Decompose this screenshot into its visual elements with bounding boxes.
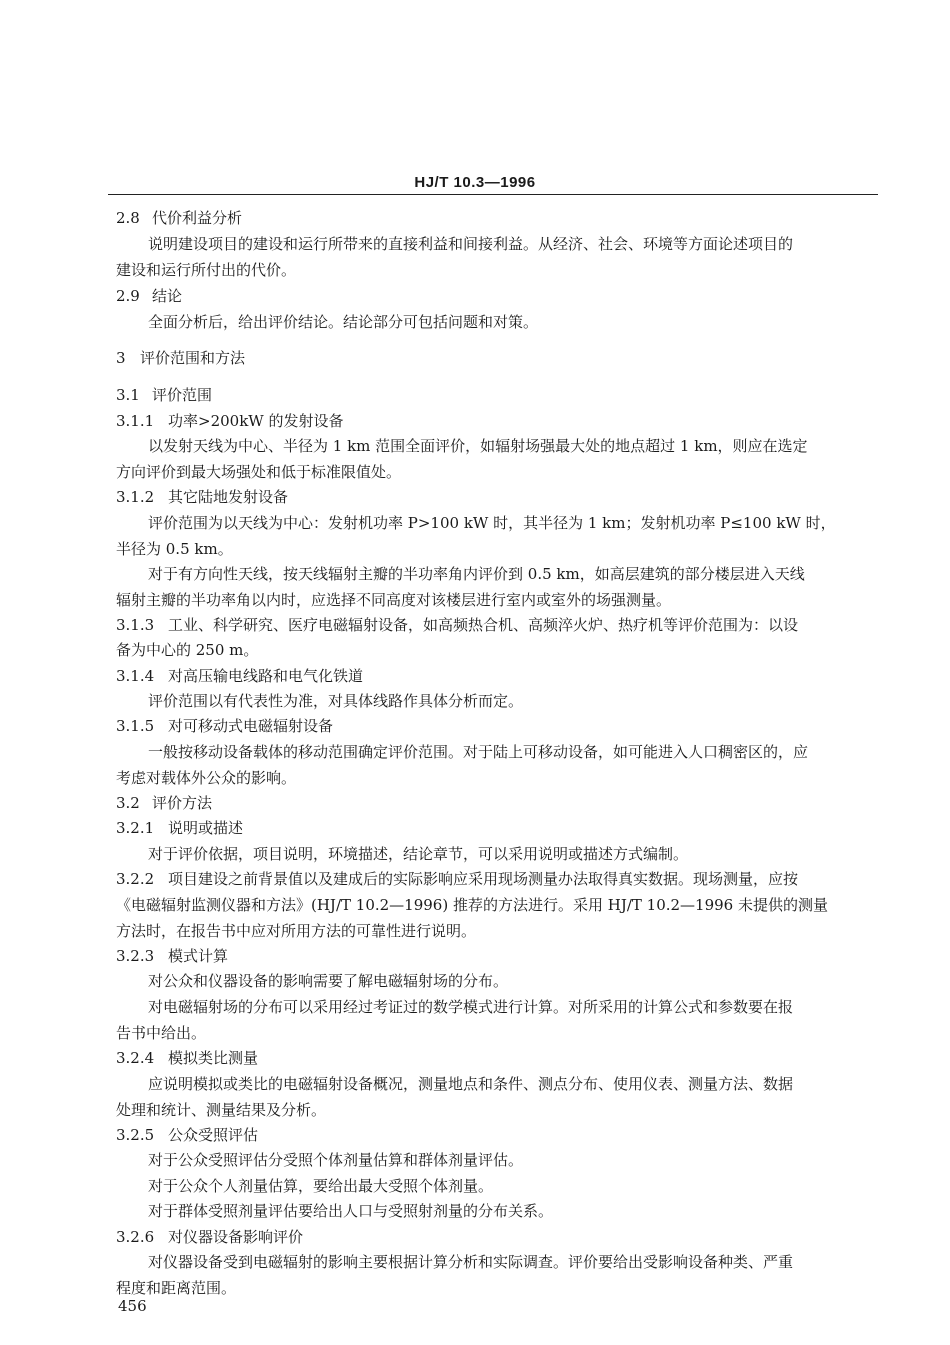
heading-3-2-6	[116, 1224, 303, 1250]
heading-3-2-4	[116, 1045, 258, 1071]
paragraph: 评价范围以有代表性为准，对具体线路作具体分析而定。	[148, 692, 524, 710]
section-text: 项目建设之前背景值以及建成后的实际影响应采用现场测量办法取得真实数据。现场测量，应按	[168, 870, 799, 888]
section-number: 3.1.5	[116, 717, 155, 735]
paragraph-continuation: 告书中给出。	[116, 1024, 207, 1042]
paragraph-continuation: 程度和距离范围。	[116, 1279, 237, 1297]
paragraph-continuation: 建设和运行所付出的代价。	[116, 261, 297, 279]
section-title: 代价利益分析	[152, 209, 243, 227]
section-number: 2.8	[116, 209, 140, 227]
section-title: 对可移动式电磁辐射设备	[168, 717, 334, 735]
section-title: 对高压输电线路和电气化铁道	[168, 667, 364, 685]
paragraph-continuation: 处理和统计、测量结果及分析。	[116, 1101, 327, 1119]
section-title: 其它陆地发射设备	[168, 488, 289, 506]
section-title: 评价范围	[152, 386, 213, 404]
section-number: 3.2.5	[116, 1126, 155, 1144]
section-number: 3.1	[116, 386, 140, 404]
heading-3-2-1	[116, 815, 243, 841]
paragraph-continuation: 考虑对载体外公众的影响。	[116, 769, 297, 787]
section-title: 公众受照评估	[168, 1126, 259, 1144]
section-title: 对仪器设备影响评价	[168, 1228, 304, 1246]
section-number: 3.1.2	[116, 488, 155, 506]
heading-3-2-5	[116, 1122, 258, 1148]
section-number: 3	[116, 349, 126, 367]
paragraph: 对公众和仪器设备的影响需要了解电磁辐射场的分布。	[148, 972, 509, 990]
heading-3-2	[116, 790, 212, 816]
paragraph: 一般按移动设备载体的移动范围确定评价范围。对于陆上可移动设备，如可能进入人口稠密区的，应	[148, 743, 809, 761]
paragraph: 说明建设项目的建设和运行所带来的直接利益和间接利益。从经济、社会、环境等方面论述项目的	[148, 235, 794, 253]
section-number: 3.2.4	[116, 1049, 155, 1067]
heading-3-1-5	[116, 713, 333, 739]
heading-2-9	[116, 283, 182, 309]
paragraph: 对仪器设备受到电磁辐射的影响主要根据计算分析和实际调查。评价要给出受影响设备种类、严重	[148, 1253, 794, 1271]
paragraph: 应说明模拟或类比的电磁辐射设备概况，测量地点和条件、测点分布、使用仪表、测量方法、数据	[148, 1075, 794, 1093]
heading-2-8	[116, 205, 242, 231]
section-title: 功率>200kW 的发射设备	[168, 412, 344, 430]
paragraph: 对于公众受照评估分受照个体剂量估算和群体剂量评估。	[148, 1151, 524, 1169]
heading-3-1	[116, 382, 212, 408]
section-number: 3.1.1	[116, 412, 155, 430]
paragraph: 以发射天线为中心、半径为 1 km 范围全面评价，如辐射场强最大处的地点超过 1 km，则应在选定	[148, 437, 808, 455]
heading-3-2-3	[116, 943, 228, 969]
paragraph: 对于群体受照剂量评估要给出人口与受照射剂量的分布关系。	[148, 1202, 554, 1220]
section-title: 模拟类比测量	[168, 1049, 259, 1067]
paragraph: 评价范围为以天线为中心：发射机功率 P>100 kW 时，其半径为 1 km；发射机功率 P≤100 kW 时，	[148, 514, 836, 532]
paragraph: 对电磁辐射场的分布可以采用经过考证过的数学模式进行计算。对所采用的计算公式和参数要在报	[148, 998, 794, 1016]
section-number: 2.9	[116, 287, 140, 305]
paragraph: 全面分析后，给出评价结论。结论部分可包括问题和对策。	[148, 313, 539, 331]
heading-3-2-2	[116, 866, 798, 892]
standard-code-header: HJ/T 10.3—1996	[414, 174, 536, 191]
heading-3-1-1	[116, 408, 343, 434]
heading-3	[116, 345, 245, 371]
page-number: 456	[118, 1297, 147, 1315]
section-number: 3.2.2	[116, 870, 155, 888]
section-number: 3.2.3	[116, 947, 155, 965]
section-number: 3.1.4	[116, 667, 155, 685]
paragraph-continuation: 方法时，在报告书中应对所用方法的可靠性进行说明。	[116, 922, 477, 940]
paragraph-continuation: 方向评价到最大场强处和低于标准限值处。	[116, 463, 402, 481]
section-number: 3.1.3	[116, 616, 155, 634]
section-title: 模式计算	[168, 947, 229, 965]
heading-3-1-3	[116, 612, 798, 638]
paragraph: 对于有方向性天线，按天线辐射主瓣的半功率角内评价到 0.5 km，如高层建筑的部分楼层进入天线	[148, 565, 805, 583]
paragraph: 对于公众个人剂量估算，要给出最大受照个体剂量。	[148, 1177, 494, 1195]
heading-3-1-4	[116, 663, 363, 689]
paragraph: 对于评价依据，项目说明，环境描述，结论章节，可以采用说明或描述方式编制。	[148, 845, 689, 863]
section-title: 结论	[152, 287, 183, 305]
header-rule	[108, 194, 878, 195]
section-number: 3.2	[116, 794, 140, 812]
paragraph-continuation: 《电磁辐射监测仪器和方法》(HJ/T 10.2—1996) 推荐的方法进行。采用 HJ/T 10.2—1996 未提供的测量	[116, 896, 828, 914]
section-number: 3.2.6	[116, 1228, 155, 1246]
paragraph-continuation: 备为中心的 250 m。	[116, 641, 259, 659]
section-text: 工业、科学研究、医疗电磁辐射设备，如高频热合机、高频淬火炉、热疗机等评价范围为：以设	[168, 616, 799, 634]
paragraph-continuation: 半径为 0.5 km。	[116, 540, 233, 558]
paragraph-continuation: 辐射主瓣的半功率角以内时，应选择不同高度对该楼层进行室内或室外的场强测量。	[116, 591, 672, 609]
heading-3-1-2	[116, 484, 288, 510]
section-title: 评价方法	[152, 794, 213, 812]
section-title: 说明或描述	[168, 819, 244, 837]
section-number: 3.2.1	[116, 819, 155, 837]
section-title: 评价范围和方法	[140, 349, 246, 367]
